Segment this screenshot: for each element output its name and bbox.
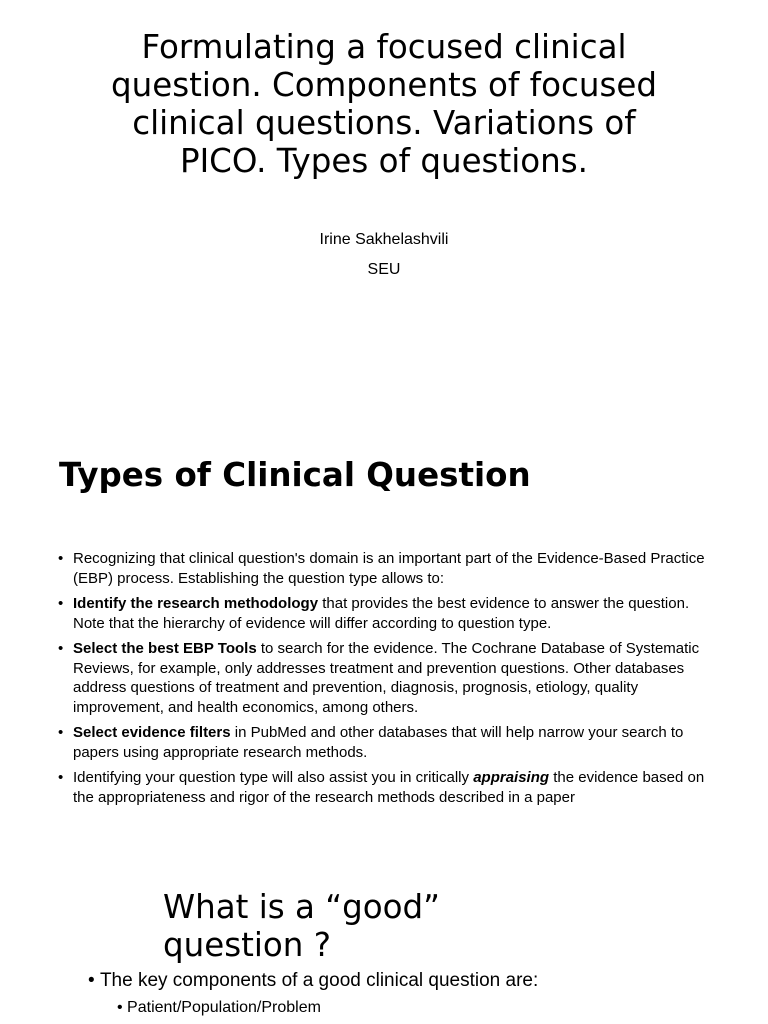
slide-title: Types of Clinical Question: [59, 456, 531, 494]
bullet-level1: • The key components of a good clinical question are:: [88, 969, 538, 993]
organization-name: SEU: [367, 261, 401, 278]
bullet-emphasis-text: appraising: [473, 769, 550, 786]
bullet-text: Identifying your question type will also assist you in critically: [73, 769, 474, 786]
bullet-bold-text: Identify the research methodology: [73, 595, 319, 612]
bullet-text: Recognizing that clinical question's domain is an important part of the Evidence-Based Practice (EBP) process. Establishing the question type allows to:: [73, 550, 705, 587]
bullet-level2: • Patient/Population/Problem: [117, 998, 321, 1018]
types-slide: [0, 440, 768, 840]
slide-title: What is a “good” question ?: [163, 888, 440, 964]
bullet-list: [58, 549, 718, 813]
bullet-bold-text: Select the best EBP Tools: [73, 640, 257, 657]
author-name: Irine Sakhelashvili: [319, 231, 449, 248]
presentation-title: Formulating a focused clinical question. Components of focused clinical questions. Variations of PICO. Types of questions.: [110, 28, 658, 180]
bullet-item: [58, 639, 718, 717]
bullet-item: [58, 768, 718, 807]
good-question-slide: [0, 880, 768, 1024]
bullet-text: to search for the evidence. The Cochrane Database of Systematic Reviews, for example, only addresses treatment and prevention questions. Other databases address questions of treatment and prevention, diagnosis, prognosis, etiology, quality improvement, and health economics, among others.: [73, 640, 700, 716]
bullet-text: that provides the best evidence to answer the question. Note that the hierarchy of evidence will differ according to question type.: [73, 595, 690, 632]
bullet-text: in PubMed and other databases that will help narrow your search to papers using appropriate research methods.: [73, 724, 684, 761]
bullet-item: [58, 549, 718, 588]
bullet-text: the evidence based on the appropriateness and rigor of the research methods described in a paper: [73, 769, 705, 806]
bullet-item: [58, 594, 718, 633]
bullet-bold-text: Select evidence filters: [73, 724, 231, 741]
title-slide: [0, 0, 768, 310]
bullet-item: [58, 723, 718, 762]
